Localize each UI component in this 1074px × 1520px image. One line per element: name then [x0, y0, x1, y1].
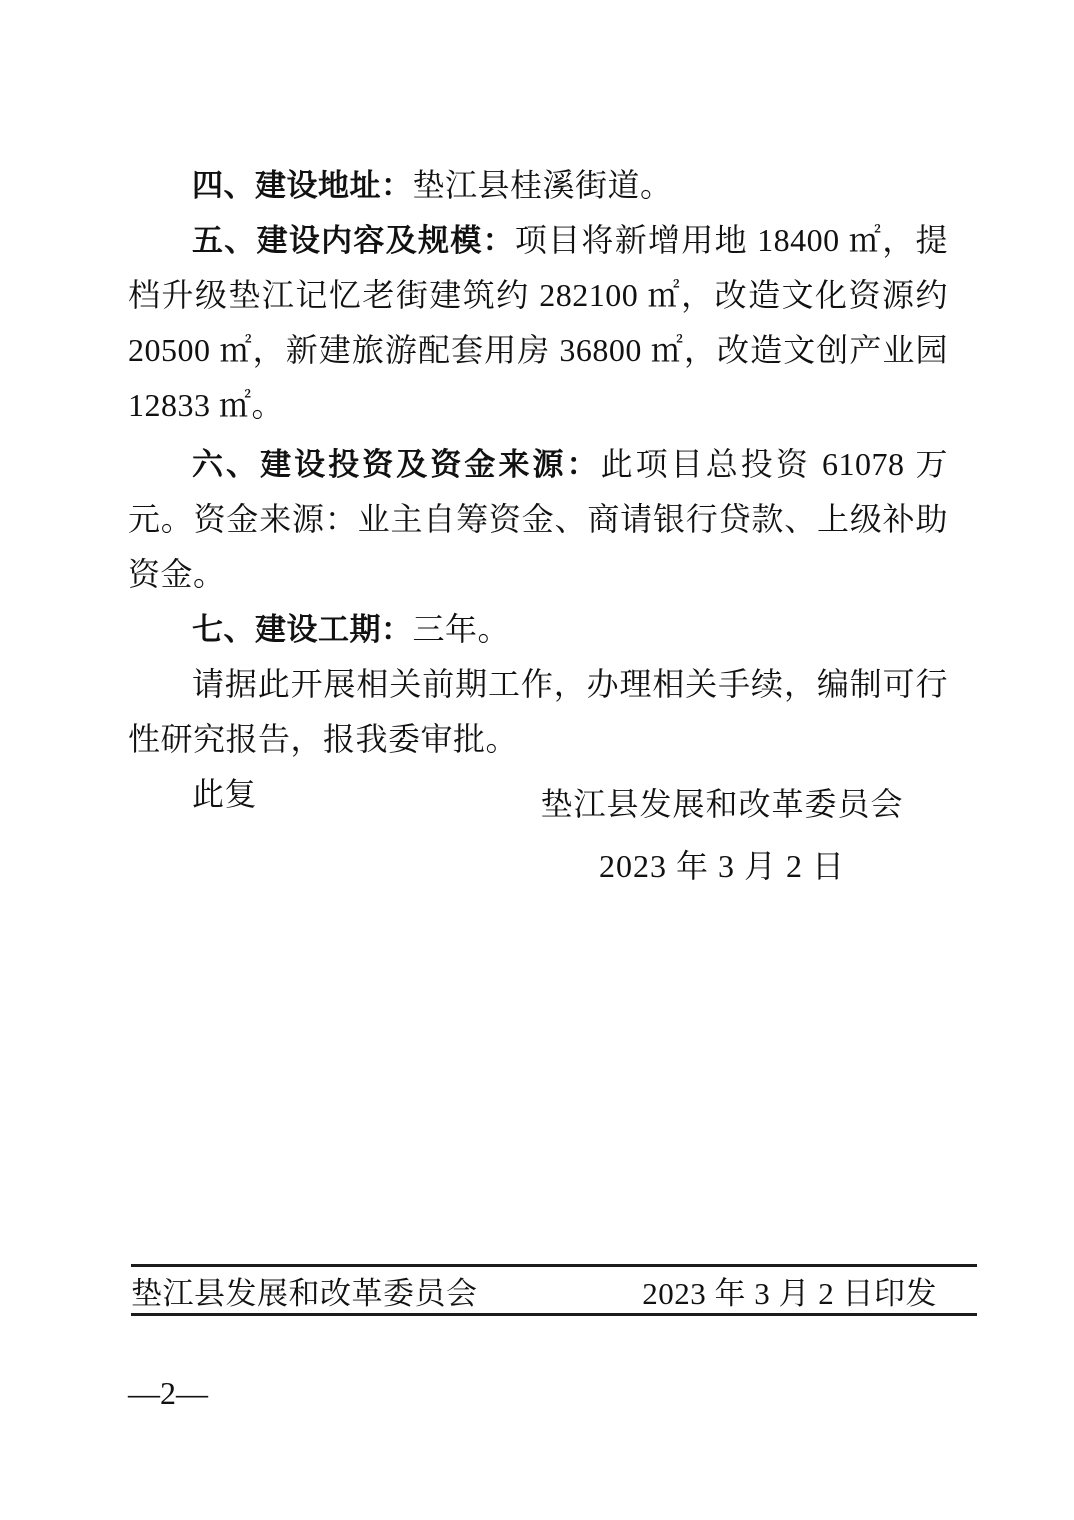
section-7-text: 三年。: [412, 611, 511, 647]
section-6-text: 此项目总投资 61078 万元。资金来源：业主自筹资金、商请银行贷款、上级补助资金。: [128, 446, 948, 592]
paragraph-section-4-address: [128, 158, 948, 213]
paragraph-section-7-duration: [128, 602, 948, 657]
closing-phrase-text: 此复: [192, 776, 258, 812]
footer-print-date: 2023 年 3 月 2 日印发: [642, 1275, 937, 1311]
page-number: —2—: [128, 1375, 208, 1411]
closing-instruction-text: 请据此开展相关前期工作，办理相关手续，编制可行性研究报告，报我委审批。: [128, 666, 948, 757]
document-body: [128, 158, 948, 822]
section-4-text: 垫江县桂溪街道。: [412, 167, 673, 203]
paragraph-section-5-scope: [128, 213, 948, 433]
signature-organization: 垫江县发展和改革委员会: [540, 786, 904, 822]
section-7-label: 七、建设工期：: [192, 612, 413, 647]
signature-date: 2023 年 3 月 2 日: [598, 848, 845, 884]
section-6-label: 六、建设投资及资金来源：: [192, 447, 601, 482]
signature-block: [522, 776, 922, 894]
footer-issuer: 垫江县发展和改革委员会: [131, 1275, 478, 1311]
section-5-text: 项目将新增用地 18400 ㎡，提档升级垫江记忆老街建筑约 282100 ㎡，改造文化资源约 20500 ㎡，新建旅游配套用房 36800 ㎡，改造文创产业园 12833 ㎡。: [128, 222, 948, 423]
footer-rule-bottom: [131, 1313, 977, 1316]
section-4-label: 四、建设地址：: [192, 168, 413, 203]
paragraph-closing-instruction: [128, 657, 948, 767]
section-5-label: 五、建设内容及规模：: [192, 223, 515, 258]
paragraph-section-6-investment: [128, 437, 948, 602]
footer-row: [131, 1268, 977, 1312]
